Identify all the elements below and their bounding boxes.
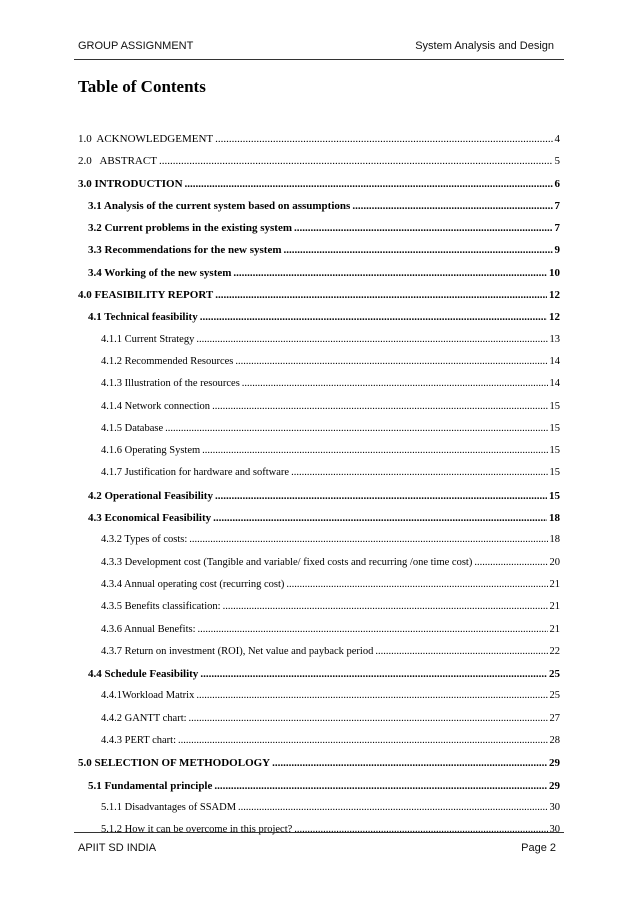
toc-entry-page-number: 28 <box>549 735 560 747</box>
toc-entry[interactable] <box>78 288 560 310</box>
toc-entry[interactable] <box>78 377 560 399</box>
toc-entry[interactable] <box>78 578 560 600</box>
toc-entry-label: 4.4 Schedule Feasibility <box>88 668 199 681</box>
toc-entry-page-number: 15 <box>549 489 560 502</box>
toc-entry-label: 4.0 FEASIBILITY REPORT <box>78 289 214 302</box>
toc-entry-page-number: 25 <box>549 690 560 702</box>
toc-entry-page-number: 10 <box>549 266 560 279</box>
toc-dot-leader <box>215 132 552 146</box>
toc-entry[interactable] <box>78 422 560 444</box>
toc-entry[interactable] <box>78 689 560 711</box>
toc-dot-leader <box>352 199 552 213</box>
footer-page-number: Page 2 <box>521 842 556 854</box>
toc-entry-label: 4.3.4 Annual operating cost (recurring cost) <box>101 578 285 590</box>
toc-entry[interactable] <box>78 355 560 377</box>
toc-entry[interactable] <box>78 533 560 555</box>
header-left-text: GROUP ASSIGNMENT <box>78 40 194 52</box>
toc-entry-label: 4.1.5 Database <box>101 422 164 434</box>
toc-entry-page-number: 4 <box>554 133 560 145</box>
toc-dot-leader <box>159 154 553 168</box>
toc-entry-label: 4.3.2 Types of costs: <box>101 534 188 546</box>
toc-entry-page-number: 14 <box>549 378 560 390</box>
toc-entry-page-number: 9 <box>554 244 560 257</box>
toc-entry-page-number: 18 <box>549 534 560 546</box>
toc-entry-page-number: 18 <box>549 512 560 525</box>
toc-dot-leader <box>235 355 547 369</box>
toc-dot-leader <box>196 333 547 347</box>
toc-entry-label: 5.0 SELECTION OF METHODOLOGY <box>78 757 271 770</box>
toc-entry[interactable] <box>78 444 560 466</box>
toc-entry[interactable] <box>78 221 560 243</box>
toc-entry-page-number: 27 <box>549 712 560 724</box>
toc-dot-leader <box>474 556 547 570</box>
toc-dot-leader <box>272 756 547 770</box>
toc-entry-label: 3.0 INTRODUCTION <box>78 177 183 190</box>
toc-entry-label: 4.1.4 Network connection <box>101 400 211 412</box>
toc-entry-label: 4.1.7 Justification for hardware and software <box>101 467 290 479</box>
toc-entry-page-number: 20 <box>549 556 560 568</box>
toc-dot-leader <box>202 444 547 458</box>
toc-entry[interactable] <box>78 333 560 355</box>
toc-entry-page-number: 21 <box>549 601 560 613</box>
toc-entry-label: ABSTRACT <box>99 155 157 168</box>
toc-entry-label: 4.4.3 PERT chart: <box>101 735 177 747</box>
toc-dot-leader <box>178 734 547 748</box>
toc-entry-label: 3.4 Working of the new system <box>88 266 232 279</box>
toc-entry[interactable] <box>78 132 560 154</box>
toc-dot-leader <box>242 377 548 391</box>
toc-dot-leader <box>223 600 548 614</box>
toc-dot-leader <box>214 779 547 793</box>
toc-entry[interactable] <box>78 489 560 511</box>
toc-entry-label: 4.1.3 Illustration of the resources <box>101 378 240 390</box>
toc-entry-label: 4.3 Economical Feasibility <box>88 512 212 525</box>
toc-entry[interactable] <box>78 779 560 801</box>
toc-entry-label: 4.1.2 Recommended Resources <box>101 355 234 367</box>
toc-entry[interactable] <box>78 801 560 823</box>
toc-entry-page-number: 29 <box>549 757 560 770</box>
toc-entry-label: 4.3.3 Development cost (Tangible and variable/ fixed costs and recurring /one time cost) <box>101 556 473 568</box>
toc-entry[interactable] <box>78 556 560 578</box>
toc-dot-leader <box>238 801 547 815</box>
toc-entry[interactable] <box>78 177 560 199</box>
toc-entry-page-number: 15 <box>549 467 560 479</box>
toc-dot-leader <box>294 823 547 837</box>
toc-entry-page-number: 13 <box>549 333 560 345</box>
toc-entry[interactable] <box>78 623 560 645</box>
toc-entry-page-number: 7 <box>554 222 560 235</box>
toc-entry-page-number: 12 <box>549 311 560 324</box>
toc-dot-leader <box>198 623 548 637</box>
toc-entry-label: 5.1.1 Disadvantages of SSADM <box>101 801 237 813</box>
toc-dot-leader <box>233 266 547 280</box>
toc-entry[interactable] <box>78 756 560 778</box>
toc-dot-leader <box>291 466 547 480</box>
header-right-text: System Analysis and Design <box>415 40 554 52</box>
toc-entry-page-number: 15 <box>549 422 560 434</box>
toc-dot-leader <box>185 177 553 191</box>
toc-entry-page-number: 7 <box>554 199 560 212</box>
toc-entry-page-number: 15 <box>549 400 560 412</box>
toc-entry-label: 5.1.2 How it can be overcome in this project? <box>101 824 293 836</box>
toc-entry-label: 4.2 Operational Feasibility <box>88 489 213 502</box>
toc-entry[interactable] <box>78 154 560 176</box>
toc-entry[interactable] <box>78 266 560 288</box>
toc-entry-page-number: 25 <box>549 668 560 681</box>
toc-dot-leader <box>196 689 547 703</box>
toc-entry-page-number: 5 <box>554 155 560 168</box>
toc-entry-page-number: 15 <box>549 445 560 457</box>
toc-entry-page-number: 30 <box>549 824 560 836</box>
toc-entry[interactable] <box>78 645 560 667</box>
toc-entry[interactable] <box>78 199 560 221</box>
toc-entry[interactable] <box>78 400 560 422</box>
toc-dot-leader <box>212 400 547 414</box>
toc-entry[interactable] <box>78 667 560 689</box>
toc-entry[interactable] <box>78 310 560 332</box>
toc-entry-label: ACKNOWLEDGEMENT <box>96 133 214 145</box>
toc-entry-label: 4.1 Technical feasibility <box>88 311 198 324</box>
toc-entry-page-number: 30 <box>549 801 560 813</box>
toc-entry-page-number: 12 <box>549 289 560 302</box>
toc-entry-label: 3.3 Recommendations for the new system <box>88 244 282 257</box>
toc-dot-leader <box>375 645 547 659</box>
toc-dot-leader <box>215 489 547 503</box>
toc-entry[interactable] <box>78 712 560 734</box>
toc-entry-page-number: 21 <box>549 623 560 635</box>
toc-entry-label: 4.3.5 Benefits classification: <box>101 601 221 613</box>
toc-entry[interactable] <box>78 600 560 622</box>
toc-entry[interactable] <box>78 511 560 533</box>
toc-entry-page-number: 22 <box>549 645 560 657</box>
toc-entry[interactable] <box>78 466 560 488</box>
toc-entry-label: 4.3.7 Return on investment (ROI), Net value and payback period <box>101 645 374 657</box>
toc-dot-leader <box>200 667 547 681</box>
toc-dot-leader <box>189 712 548 726</box>
toc-entry-page-number: 21 <box>549 578 560 590</box>
toc-dot-leader <box>200 310 547 324</box>
page-title: Table of Contents <box>78 77 206 96</box>
toc-entry[interactable] <box>78 243 560 265</box>
toc-entry-label: 3.1 Analysis of the current system based on assumptions <box>88 199 351 212</box>
toc-entry-label: 4.4.1Workload Matrix <box>101 690 195 702</box>
toc-dot-leader <box>284 243 553 257</box>
toc-entry-label: 4.1.1 Current Strategy <box>101 333 195 345</box>
toc-dot-leader <box>286 578 547 592</box>
toc-entry[interactable] <box>78 734 560 756</box>
header-divider <box>74 59 564 60</box>
toc-entry-label: 4.3.6 Annual Benefits: <box>101 623 196 635</box>
toc-entry-label: 4.1.6 Operating System <box>101 445 201 457</box>
toc-entry-label: 3.2 Current problems in the existing system <box>88 222 293 235</box>
table-of-contents <box>78 132 560 846</box>
toc-entry-page-number: 14 <box>549 355 560 367</box>
footer-divider <box>74 832 564 833</box>
toc-entry-label: 5.1 Fundamental principle <box>88 779 213 792</box>
toc-dot-leader <box>213 511 547 525</box>
footer-left-text: APIIT SD INDIA <box>78 842 157 854</box>
toc-dot-leader <box>215 288 547 302</box>
toc-entry-number: 2.0 <box>78 155 92 168</box>
toc-entry-label: 4.4.2 GANTT chart: <box>101 712 187 724</box>
toc-entry-page-number: 6 <box>554 177 560 190</box>
toc-entry-number: 1.0 <box>78 133 92 145</box>
toc-entry-page-number: 29 <box>549 779 560 792</box>
toc-dot-leader <box>294 221 552 235</box>
toc-dot-leader <box>189 533 547 547</box>
toc-dot-leader <box>165 422 547 436</box>
